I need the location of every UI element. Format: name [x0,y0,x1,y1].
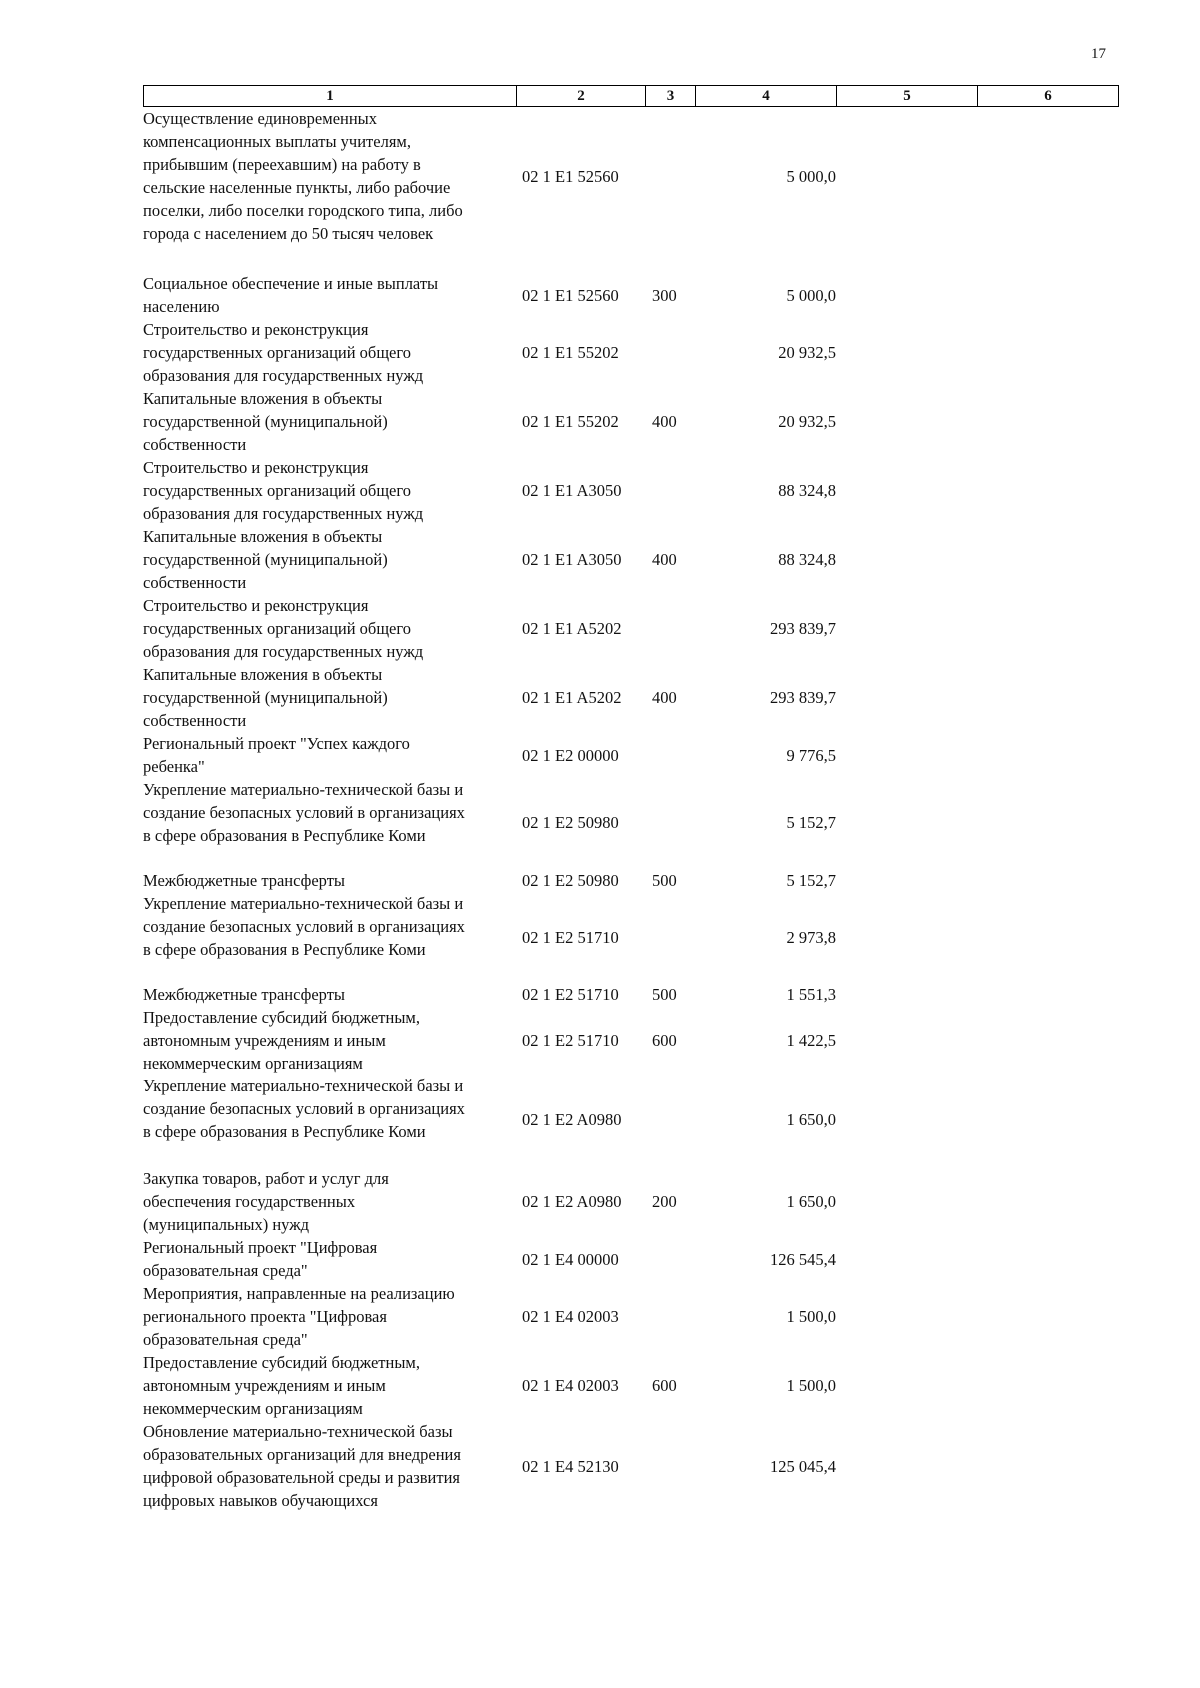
row-description: Мероприятия, направленные на реализацию регионального проекта "Цифровая образовательная среда" [143,1284,455,1349]
column-header-3: 3 [646,86,696,107]
row-amount: 5 000,0 [786,167,836,186]
row-target-code: 02 1 E1 55202 [522,343,619,362]
row-description: Межбюджетные трансферты [143,871,346,890]
row-target-code: 02 1 E2 50980 [522,871,619,890]
row-target-code: 02 1 E1 A3050 [522,550,622,569]
row-target-code: 02 1 E2 50980 [522,813,619,832]
row-description: Капитальные вложения в объекты государственной (муниципальной) собственности [143,665,388,730]
row-amount: 1 650,0 [786,1110,836,1129]
row-description: Межбюджетные трансферты [143,985,346,1004]
row-description: Региональный проект "Успех каждого ребенка" [143,734,410,776]
row-target-code: 02 1 E2 51710 [522,928,619,947]
column-header-1: 1 [144,86,517,107]
page-number: 17 [1091,46,1106,62]
row-amount: 1 500,0 [786,1376,836,1395]
row-amount: 1 422,5 [786,1031,836,1050]
row-amount: 5 152,7 [786,871,836,890]
row-description: Социальное обеспечение и иные выплаты населению [143,274,439,316]
row-target-code: 02 1 E2 00000 [522,746,619,765]
row-description: Строительство и реконструкция государственных организаций общего образования для государственных нужд [143,320,424,385]
row-amount: 126 545,4 [770,1250,836,1269]
row-amount: 88 324,8 [778,550,836,569]
row-expense-type: 300 [652,286,677,305]
row-amount: 1 500,0 [786,1307,836,1326]
column-header-row [144,86,1119,107]
row-amount: 9 776,5 [786,746,836,765]
row-expense-type: 500 [652,985,677,1004]
row-amount: 1 551,3 [786,985,836,1004]
row-target-code: 02 1 E4 02003 [522,1307,619,1326]
row-amount: 1 650,0 [786,1192,836,1211]
row-target-code: 02 1 E1 55202 [522,412,619,431]
row-amount: 20 932,5 [778,412,836,431]
row-target-code: 02 1 E2 51710 [522,1031,619,1050]
row-expense-type: 400 [652,688,677,707]
row-description: Укрепление материально-технической базы и создание безопасных условий в организациях в сфере образования в Республике Коми [143,1076,465,1141]
row-target-code: 02 1 E4 00000 [522,1250,619,1269]
row-description: Капитальные вложения в объекты государственной (муниципальной) собственности [143,527,388,592]
row-amount: 5 152,7 [786,813,836,832]
row-expense-type: 600 [652,1031,677,1050]
row-description: Предоставление субсидий бюджетным, автономным учреждениям и иным некоммерческим организациям [143,1353,420,1418]
row-target-code: 02 1 E1 A3050 [522,481,622,500]
row-description: Капитальные вложения в объекты государственной (муниципальной) собственности [143,389,388,454]
row-target-code: 02 1 E1 52560 [522,167,619,186]
row-expense-type: 400 [652,550,677,569]
row-amount: 88 324,8 [778,481,836,500]
row-description: Закупка товаров, работ и услуг для обеспечения государственных (муниципальных) нужд [143,1169,389,1234]
row-target-code: 02 1 E1 A5202 [522,619,622,638]
row-expense-type: 400 [652,412,677,431]
column-header-2: 2 [517,86,646,107]
row-expense-type: 600 [652,1376,677,1395]
row-target-code: 02 1 E1 52560 [522,286,619,305]
row-amount: 2 973,8 [786,928,836,947]
row-description: Предоставление субсидий бюджетным, автономным учреждениям и иным некоммерческим организациям [143,1008,420,1073]
row-description: Строительство и реконструкция государственных организаций общего образования для государственных нужд [143,596,424,661]
row-target-code: 02 1 E2 A0980 [522,1110,622,1129]
column-header-4: 4 [696,86,837,107]
row-target-code: 02 1 E2 51710 [522,985,619,1004]
column-header-6: 6 [978,86,1119,107]
row-description: Строительство и реконструкция государственных организаций общего образования для государственных нужд [143,458,424,523]
row-amount: 293 839,7 [770,619,836,638]
column-header-table [143,85,1119,107]
row-amount: 125 045,4 [770,1457,836,1476]
row-expense-type: 200 [652,1192,677,1211]
row-amount: 20 932,5 [778,343,836,362]
row-amount: 293 839,7 [770,688,836,707]
row-description: Укрепление материально-технической базы и создание безопасных условий в организациях в сфере образования в Республике Коми [143,780,465,845]
column-header-5: 5 [837,86,978,107]
row-target-code: 02 1 E4 52130 [522,1457,619,1476]
row-expense-type: 500 [652,871,677,890]
row-description: Региональный проект "Цифровая образовательная среда" [143,1238,378,1280]
row-target-code: 02 1 E4 02003 [522,1376,619,1395]
row-amount: 5 000,0 [786,286,836,305]
row-target-code: 02 1 E2 A0980 [522,1192,622,1211]
row-description: Укрепление материально-технической базы и создание безопасных условий в организациях в сфере образования в Республике Коми [143,894,465,959]
row-target-code: 02 1 E1 A5202 [522,688,622,707]
row-description: Обновление материально-технической базы образовательных организаций для внедрения цифровой образовательной среды и развития цифровых навыков обучающихся [143,1422,461,1510]
row-description: Осуществление единовременных компенсационных выплаты учителям, прибывшим (переехавшим) на работу в сельские населенные пункты, либо рабочие поселки, либо поселки городского типа, либо города с населением до 50 тысяч человек [143,109,463,243]
